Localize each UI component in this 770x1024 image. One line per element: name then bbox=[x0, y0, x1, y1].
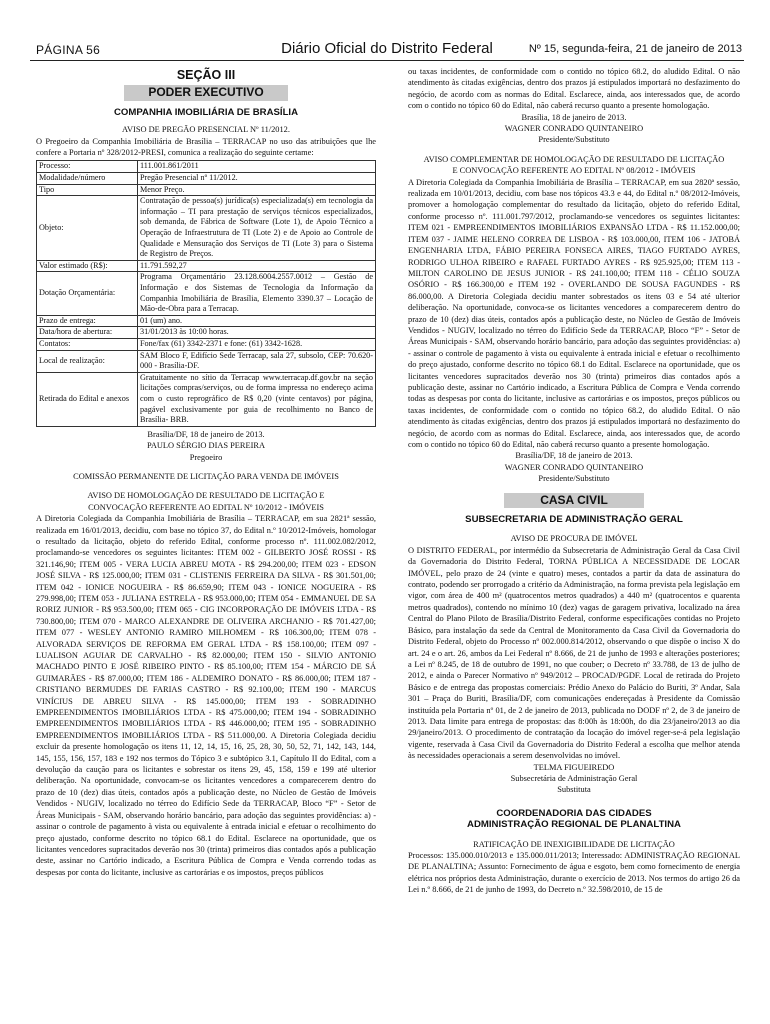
info-table-key: Valor estimado (R$): bbox=[37, 260, 138, 272]
info-table-key: Modalidade/número bbox=[37, 173, 138, 185]
info-table-value: Contratação de pessoa(s) jurídica(s) especializada(s) em tecnologia da informação – TI para prestação de serviços técnicos especializados, sob demanda, de Fábrica de Software (Lote 1), de Apoio Técnico a Operação de Infraestrutura de TI (Lote 2) e de Apoio ao Controle de Qualidade e Mensuração dos Serviços de TI (Lote 3) para o Sistema de Registro de Preços. bbox=[138, 196, 376, 261]
continuation-role: Presidente/Substituto bbox=[538, 135, 610, 145]
org-title: COMPANHIA IMOBILIÁRIA DE BRASÍLIA bbox=[113, 106, 299, 118]
continuation-name: WAGNER CONRADO QUINTANEIRO bbox=[504, 124, 644, 134]
info-table-value: Fone/fax (61) 3342-2371 e fone: (61) 3342-1628. bbox=[138, 338, 376, 350]
aviso-complementar-body: A Diretoria Colegiada da Companhia Imobiliária de Brasília – TERRACAP, em sua 2820ª sessão, realizada em 10/01/2013, decidiu, com base nos tópicos 43.3 e 44, do Edital n.º 08/2012-Imóveis, promover a homologação complementar do resultado da licitação, objeto do referido Edital, conforme processo nº. 111.001.797/2012, proclamando-se vencedores os seguintes licitantes: ITEM 021 - EMPREENDIMENTOS IMOBILIÁRIOS EXPANSÃO LTDA - R$ 11.152.000,00; ITEM 037 - JAIME HELENO CORREA DE LISBOA - R$ 103.000,00, ITEM 106 - JATOBÁ ENGENHARIA LTDA, FÁBIO PEREIRA FONSECA AIRES, TIAGO FURTADO AYRES, RODRIGO ULHOA RIBEIRO e RAFAEL FURTADO AYRES - R$ 925.925,00; ITEM 113 - MILTON CAROLINO DE JESUS JUNIOR - R$ 241.100,00; ITEM 118 - CÉLIO SOUZA OSÓRIO - R$ 166.300,00 e ITEM 192 - OVERLANDO DE SOUSA FAGUNDES - R$ 86.000,00. A Diretoria Colegiada decidiu manter sobrestados os itens 03 e 54 até ulterior deliberação. Na oportunidade, convoca-se os licitantes vencedores a comparecerem dentro do prazo de 10 (dez) dias úteis, contados após a publicação deste, no Núcleo de Gestão de Imóveis Vendidos - NUGIV, localizado no térreo do Edifício Sede da TERRACAP, Bloco “F” - Setor de Áreas Municipais - SAM, observando horário bancário, para adoção das seguintes providências: a) - assinar o controle de pagamento à vista ou equivalente à entrada inicial e efetuar o recolhimento do preço ajustado, conforme descrito no tópico 68.1 do Edital. Esclarece na oportunidade, que os licitantes vencedores supracitados deverão nos 30 (trinta) primeiros dias contados após a publicação deste, assinar no Cartório indicado, a Escritura Pública de Compra e Venda correndo todas as despesas por conta do licitante, inclusive as cartorárias e os impostos, preços públicos ou taxas incidentes, de conformidade com o contido no tópico 68.2, do aludido Edital. O não atendimento às citadas exigências, dentro dos prazos já estipulados importará no desfazimento do negócio, de acordo com as normas do Edital. Esclarece, ainda, aos interessados que, de acordo com o contido no tópico 60 do Edital, não caberá recurso quanto a presente homologação. bbox=[408, 177, 740, 449]
continuation-date: Brasília, 18 de janeiro de 2013. bbox=[521, 112, 627, 122]
info-table-row bbox=[37, 184, 376, 196]
aviso-pregao-intro: O Pregoeiro da Companhia Imobiliária de Brasília – TERRACAP no uso das atribuições que lhe confere a Portaria nº 328/2012-PRESI, comunica a realização do seguinte certame: bbox=[36, 136, 376, 158]
columns bbox=[36, 66, 740, 1016]
info-table-key: Local de realização: bbox=[37, 350, 138, 372]
info-table-key: Processo: bbox=[37, 161, 138, 173]
ratificacao-body: Processos: 135.000.010/2013 e 135.000.011/2013; Interessado: ADMINISTRAÇÃO REGIONAL DE PLANALTINA; Assunto: Fornecimento de água e esgoto, bem como fornecimento de energia elétrica nos próprios desta Administração, durante o exercício de 2013. Nos termos do artigo 26 da Lei n.º 8.666, de 21 de junho de 1993, do Decreto n.º 32.598/2010, de 15 de bbox=[408, 851, 740, 895]
info-table-key: Contatos: bbox=[37, 338, 138, 350]
info-table-value: Programa Orçamentário 23.128.6004.2557.0012 – Gestão de Informação e dos Sistemas de Tecnologia da Informação da Companhia Imobiliária de Brasília, Elemento 3390.37 – Locação de Mão-de-Obra para a Terracap. bbox=[138, 272, 376, 315]
page-number: PÁGINA 56 bbox=[36, 43, 101, 57]
info-table-row bbox=[37, 315, 376, 327]
info-table-key: Prazo de entrega: bbox=[37, 315, 138, 327]
aviso-homologacao-body: A Diretoria Colegiada da Companhia Imobiliária de Brasília – TERRACAP, em sua 2821ª sessão, realizada em 16/01/2013, decidiu, com base no tópico 37, do Edital n.º 10/2012-Imóveis, homologar o resultado da licitação, objeto do referido Edital, conforme processo nº. 111.002.082/2012, proclamando-se vencedores os seguintes licitantes: ITEM 002 - GILBERTO JOSÉ ROSSI - R$ 321.146,90; ITEM 005 - VERA LUCIA ABREU MOTA - R$ 294.200,00; ITEM 023 - EDSON JOSÉ SILVA - R$ 125.000,00; ITEM 031 - CLISTENIS FERREIRA DA SILVA - R$ 301.501,00; ITEM 042 - IONICE NOGUEIRA - R$ 86.659,90; ITEM 043 - IONICE NOGUEIRA - R$ 279.998,00; ITEM 053 - JULIANA ESTRELA - R$ 953.000,00; ITEM 054 - EMMANUEL DE SA RORIZ JUNIOR - R$ 953.500,00; ITEM 065 - CIG INCORPORAÇÃO DE IMÓVEIS LTDA - R$ 730.800,00; ITEM 070 - MARCO ALEXANDRE DE OLIVEIRA ARCHANJO - R$ 701.427,00; ITEM 077 - WESLEY ANTONIO RAMIRO MILHOMEM - R$ 106.300,00; ITEM 078 - ALVORADA SERVIÇOS DE REFORMA EM GERAL LTDA - R$ 158.100,00; ITEM 097 - LUALISON AGUIAR DE CARVALHO - R$ 82.000,00; ITEM 150 - SILVIO ANTONIO MACHADO PINTO E JOSÉ RIBEIRO PINTO - R$ 85.100,00; ITEM 154 - MÁRCIO DE SÁ GUIMARÃES - R$ 87.000,00; ITEM 186 - ALDEMIRO DONATO - R$ 86.000,00; ITEM 187 - CRISTIANO BERMUDES DE FARIAS CASTRO - R$ 92.100,00; ITEM 190 - MARCUS VINÍCIUS DE ABREU SILVA - R$ 145.000,00; ITEM 193 - SOBRADINHO EMPREENDIMENTOS IMOBILIÁRIOS LTDA - R$ 475.000,00; ITEM 194 - SOBRADINHO EMPREENDIMENTOS IMOBILIÁRIOS LTDA - R$ 446.000,00; ITEM 195 - SOBRADINHO EMPREENDIMENTOS IMOBILIÁRIOS LTDA - R$ 511.000,00. A Diretoria Colegiada decidiu excluir da presente homologação os itens 11, 12, 14, 15, 16, 25, 28, 30, 50, 52, 71, 142, 143, 144, 145, 155, 156, 157, 183 e 192 nos termos do Tópico 3 e subtópico 3.1, Capítulo II do Edital, com a devolução da caução para os licitantes e sobrestar os itens 29, 45, 158, 159 e 199 até ulterior deliberação. Na oportunidade, convocam-se os licitantes vencedores a comparecerem dentro do prazo de 10 (dez) dias úteis, contados após a publicação deste, no Núcleo de Gestão de Imóveis Vendidos - NUGIV, localizado no térreo do Edifício Sede da TERRACAP, Bloco “F” - Setor de Áreas Municipais - SAM, observando horário bancário, para adoção das seguintes providências: a) - assinar o controle de pagamento à vista ou equivalente à entrada inicial e efetuar o recolhimento do preço ajustado, conforme descrito no tópico 68.1 do Edital. Esclarece na oportunidade, que os licitantes vencedores supracitados deverão nos 30 (trinta) primeiros dias contados após a publicação deste, assinar no Cartório indicado, a Escritura Pública de Compra e Venda correndo todas as despesas por conta do licitante, inclusive as cartorárias e os impostos, preços públicos bbox=[36, 514, 376, 877]
left-column bbox=[36, 66, 376, 1016]
info-table-value: Gratuitamente no sítio da Terracap www.terracap.df.gov.br na seção licitações compras/serviços, ou de forma impressa no endereço acima com o custo reprográfico de R$ 0,20 (vinte centavos) por página, pagável exclusivamente por guia de recolhimento no Banco de Brasília- BRB. bbox=[138, 372, 376, 426]
info-table-key: Retirada do Edital e anexos bbox=[37, 372, 138, 426]
right-column bbox=[408, 66, 740, 1016]
aviso-complementar-date: Brasília/DF, 18 de janeiro de 2013. bbox=[515, 451, 633, 461]
info-table-row bbox=[37, 327, 376, 339]
page-header bbox=[30, 38, 744, 61]
aviso-procura-title: AVISO DE PROCURA DE IMÓVEL bbox=[510, 534, 638, 544]
info-table-row bbox=[37, 372, 376, 426]
info-table-row bbox=[37, 173, 376, 185]
aviso-procura-role-2: Substituta bbox=[557, 785, 591, 795]
aviso-pregao-title: AVISO DE PREGÃO PRESENCIAL Nº 11/2012. bbox=[122, 125, 290, 135]
info-table-value: Pregão Presencial nº 11/2012. bbox=[138, 173, 376, 185]
info-table-row bbox=[37, 338, 376, 350]
aviso-complementar-role: Presidente/Substituto bbox=[538, 474, 610, 484]
branch-banner: PODER EXECUTIVO bbox=[124, 85, 288, 100]
issue-info: Nº 15, segunda-feira, 21 de janeiro de 2013 bbox=[528, 43, 742, 55]
info-table-value: 11.791.592,27 bbox=[138, 260, 376, 272]
signature-role: Pregoeiro bbox=[189, 452, 223, 462]
signature-name: PAULO SÉRGIO DIAS PEREIRA bbox=[146, 441, 266, 451]
info-table-row bbox=[37, 196, 376, 261]
info-table-row bbox=[37, 350, 376, 372]
info-table-row bbox=[37, 161, 376, 173]
aviso-procura-body: O DISTRITO FEDERAL, por intermédio da Subsecretaria de Administração Geral da Casa Civil da Governadoria do Distrito Federal, TORNA PÚBLICA A NECESSIDADE DE LOCAR IMÓVEL, pelo prazo de 24 (vinte e quatro) meses, contados a partir da data de assinatura do contrato, podendo ser prorrogado a critério da Administração, na forma prevista pela legislação em vigor, com área de 400 m² (quatrocentos metros quadrados) a 440 m² (quatrocentos e quarenta metros quadrados), contendo no mínimo 10 (dez) vagas de garagem privativa, localizado na área Central do Plano Piloto de Brasília/Distrito Federal, conforme especificações contidas no Projeto Básico, para instalação da sede da Central de Monitoramento da Casa Civil da Governadoria do Distrito Federal, objeto do Processo nº 002.000.814/2012, observando o que dispõe o inciso X do art. 24 e o art. 26, ambos da Lei Federal nº 8.666, de 21 de junho de 1993 e alterações posteriores; a Lei nº 8.245, de 18 de outubro de 1991, no que couber; o Decreto nº 33.788, de 13 de julho de 2012, e ainda o Parecer Normativo nº 949/2012 – PROCAD/PGDF. Local de retirada do Projeto Básico e de entrega das propostas comerciais: Prédio Anexo do Palácio do Buriti, 3º Andar, Sala 301 – Praça do Buriti, Brasília/DF, com comunicações endereçadas à Presidente da Comissão instituída pela Portaria nº 01, de 2 de janeiro de 2013, publicada no DODF nº 2, de 3 de janeiro de 2013. Data limite para entrega de propostas: das 8:00h às 18:00h, do dia 23/janeiro/2013 ao dia 29/janeiro/2013. O procedimento de contratação da locação do imóvel reger-se-á pela legislação vigente, reservada à Casa Civil da Governadoria do Distrito Federal a escolha que melhor atenda às necessidades operacionais a serem desenvolvidas no imóvel. bbox=[408, 545, 740, 761]
info-table-key: Tipo bbox=[37, 184, 138, 196]
commission-title: COMISSÃO PERMANENTE DE LICITAÇÃO PARA VENDA DE IMÓVEIS bbox=[73, 471, 339, 481]
info-table-key: Data/hora de abertura: bbox=[37, 327, 138, 339]
info-table-key: Objeto: bbox=[37, 196, 138, 261]
info-table-value: 01 (um) ano. bbox=[138, 315, 376, 327]
aviso-procura-name: TELMA FIGUEIREDO bbox=[533, 762, 615, 772]
pregao-signature bbox=[36, 429, 376, 463]
continuation-body: ou taxas incidentes, de conformidade com o contido no tópico 68.2, do aludido Edital. O não atendimento às citadas exigências, dentro dos prazos já estipulados importará no desfazimento do negócio, de acordo com as normas do Edital. Esclarece, ainda, aos interessados que, de acordo com o contido no tópico 60 do Edital, não caberá recurso quanto a presente homologação. bbox=[408, 67, 740, 111]
aviso-homologacao-title-2: CONVOCAÇÃO REFERENTE AO EDITAL Nº 10/2012 - IMÓVEIS bbox=[88, 502, 324, 512]
info-table-value: 31/01/2013 às 10:00 horas. bbox=[138, 327, 376, 339]
subsecretaria-title: SUBSECRETARIA DE ADMINISTRAÇÃO GERAL bbox=[465, 514, 683, 526]
info-table-key: Dotação Orçamentária: bbox=[37, 272, 138, 315]
aviso-complementar-title-1: AVISO COMPLEMENTAR DE HOMOLOGAÇÃO DE RESULTADO DE LICITAÇÃO bbox=[423, 154, 725, 164]
journal-title: Diário Oficial do Distrito Federal bbox=[281, 40, 493, 57]
casa-civil-banner: CASA CIVIL bbox=[504, 493, 644, 508]
info-table-value: SAM Bloco F, Edifício Sede Terracap, sala 27, subsolo, CEP: 70.620-000 - Brasília-DF. bbox=[138, 350, 376, 372]
info-table-value: 111.001.861/2011 bbox=[138, 161, 376, 173]
info-table-row bbox=[37, 260, 376, 272]
aviso-procura-role-1: Subsecretária de Administração Geral bbox=[510, 773, 638, 783]
info-table-value: Menor Preço. bbox=[138, 184, 376, 196]
coordenadoria-title: COORDENADORIA DAS CIDADES bbox=[496, 807, 652, 819]
ratificacao-title: RATIFICAÇÃO DE INEXIGIBILIDADE DE LICITAÇÃO bbox=[473, 839, 675, 849]
aviso-complementar-name: WAGNER CONRADO QUINTANEIRO bbox=[504, 462, 644, 472]
aviso-complementar-title-2: E CONVOCAÇÃO REFERENTE AO EDITAL Nº 08/2012 - IMÓVEIS bbox=[452, 166, 696, 176]
administracao-regional-title: ADMINISTRAÇÃO REGIONAL DE PLANALTINA bbox=[467, 819, 681, 831]
section-title: SEÇÃO III bbox=[176, 68, 236, 82]
pregao-info-table bbox=[36, 160, 376, 426]
info-table-row bbox=[37, 272, 376, 315]
signature-date: Brasília/DF, 18 de janeiro de 2013. bbox=[147, 429, 265, 439]
aviso-homologacao-title-1: AVISO DE HOMOLOGAÇÃO DE RESULTADO DE LICITAÇÃO E bbox=[87, 491, 325, 501]
